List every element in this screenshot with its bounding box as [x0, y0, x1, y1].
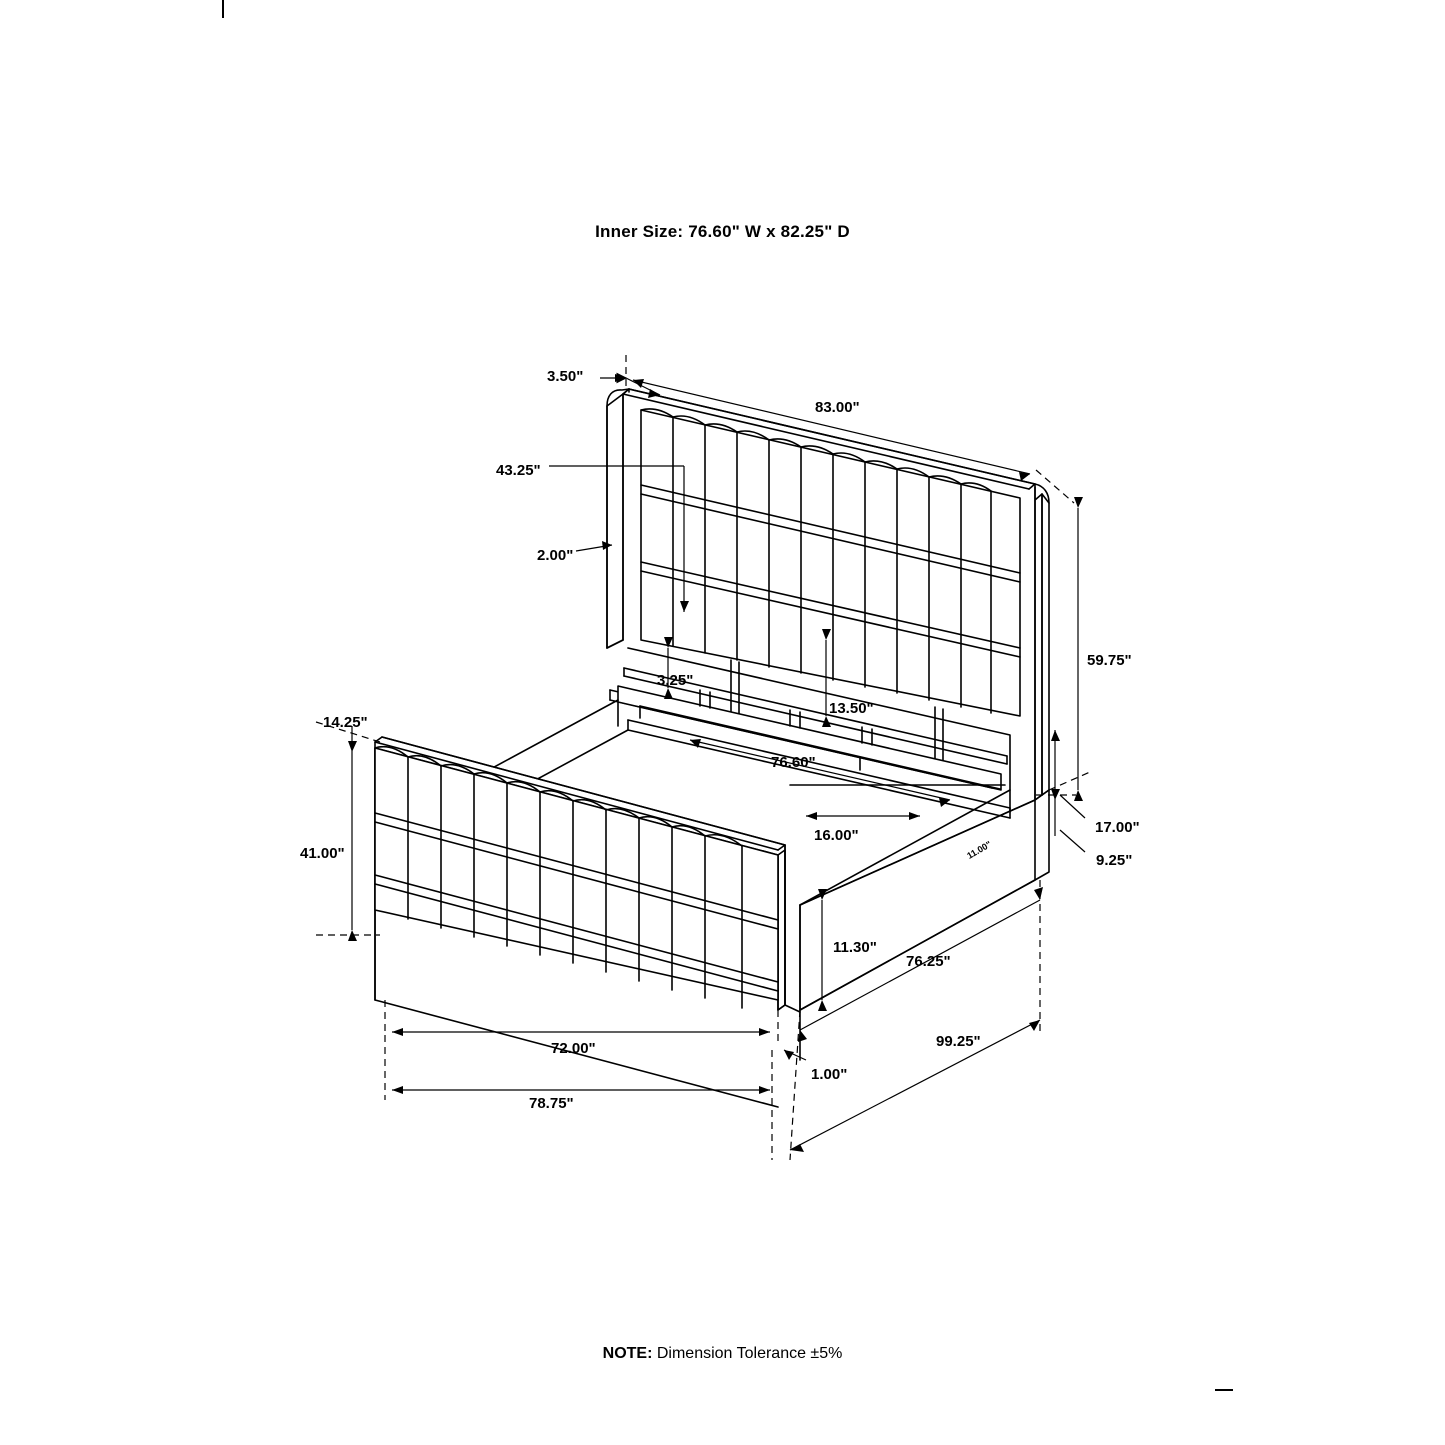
dimension-9-25: 9.25" — [1096, 852, 1133, 869]
note-body: Dimension Tolerance ±5% — [652, 1345, 843, 1362]
dimension-72-00: 72.00" — [551, 1040, 596, 1057]
dimension-43-25: 43.25" — [496, 462, 541, 479]
dimension-17-00: 17.00" — [1095, 819, 1140, 836]
dimension-59-75: 59.75" — [1087, 652, 1132, 669]
dimension-13-50: 13.50" — [829, 700, 874, 717]
dimension-16-00: 16.00" — [814, 827, 859, 844]
dimension-1-00: 1.00" — [811, 1066, 848, 1083]
dimension-3-25: 3.25" — [657, 672, 694, 689]
dimension-76-60: 76.60" — [771, 754, 816, 771]
page-title: Inner Size: 76.60" W x 82.25" D — [595, 222, 850, 241]
note-prefix: NOTE: — [602, 1345, 653, 1362]
dimension-99-25: 99.25" — [936, 1033, 981, 1050]
dimension-78-75: 78.75" — [529, 1095, 574, 1112]
tolerance-note — [0, 1345, 1445, 1363]
dimension-2-00: 2.00" — [537, 547, 574, 564]
dimension-11-00: 11.00" — [965, 839, 994, 861]
dimension-76-25: 76.25" — [906, 953, 951, 970]
dimension-11-30: 11.30" — [833, 939, 877, 956]
dimension-83-00: 83.00" — [815, 399, 860, 416]
dimension-3-50: 3.50" — [547, 368, 584, 385]
crop-mark-bottom-right — [1215, 1389, 1233, 1391]
crop-mark-top-left — [222, 0, 224, 18]
dimension-41-00: 41.00" — [300, 845, 345, 862]
dimension-14-25: 14.25" — [323, 714, 368, 731]
